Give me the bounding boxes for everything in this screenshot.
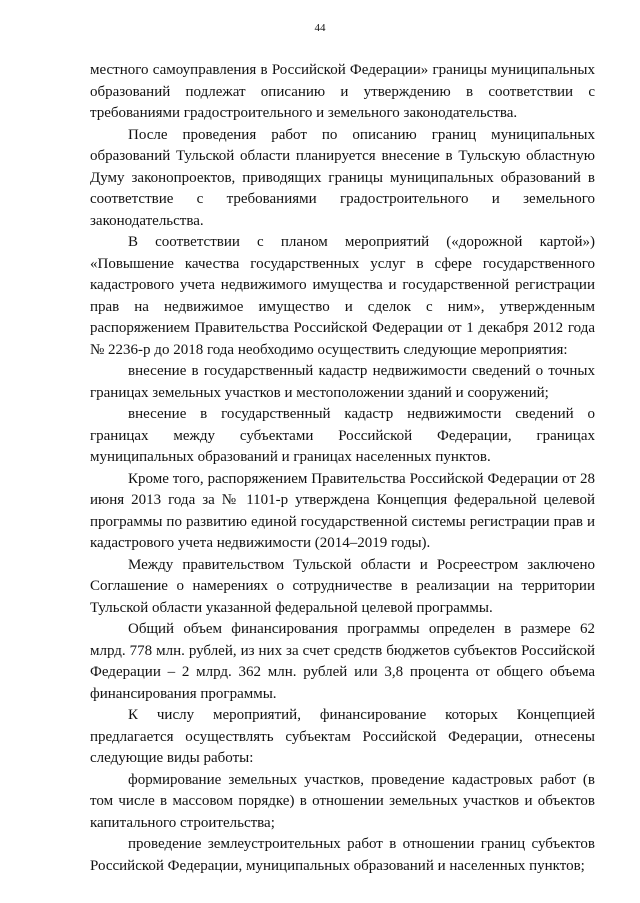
document-body <box>90 60 595 877</box>
paragraph: проведение землеустроительных работ в отношении границ субъектов Российской Федерации, муниципальных образований и населенных пунктов; <box>90 836 595 874</box>
paragraph: Общий объем финансирования программы определен в размере 62 млрд. 778 млн. рублей, из них за счет средств бюджетов субъектов Российской Федерации – 2 млрд. 362 млн. рублей или 3,8 процента от общего объема финансирования программы. <box>90 621 595 702</box>
paragraph: К числу мероприятий, финансирование которых Концепцией предлагается осуществлять субъектам Российской Федерации, отнесены следующие виды работы: <box>90 707 595 766</box>
page-number: 44 <box>314 22 326 34</box>
paragraph: Между правительством Тульской области и Росреестром заключено Соглашение о намерениях о сотрудничестве в реализации на территории Тульской области указанной федеральной целевой программы. <box>90 556 595 616</box>
paragraph: внесение в государственный кадастр недвижимости сведений о границах между субъектами Российской Федерации, границах муниципальных образований и границах населенных пунктов. <box>90 406 595 465</box>
paragraph: В соответствии с планом мероприятий («дорожной картой») «Повышение качества государственных услуг в сфере государственного кадастрового учета недвижимого имущества и государственной регистрации прав на недвижимое имущество и сделок с ним», утвержденным распоряжением Правительства Российской Федерации от 1 декабря 2012 года № 2236-р до 2018 года необходимо осуществить следующие мероприятия: <box>90 234 595 358</box>
paragraph: формирование земельных участков, проведение кадастровых работ (в том числе в массовом порядке) в отношении земельных участков и объектов капитального строительства; <box>90 771 595 831</box>
paragraph: местного самоуправления в Российской Федерации» границы муниципальных образований подлежат описанию и утверждению в соответствии с требованиями градостроительного и земельного законодательства. <box>90 62 595 121</box>
paragraph: Кроме того, распоряжением Правительства Российской Федерации от 28 июня 2013 года за № 1101-р утверждена Концепция федеральной целевой программы по развитию единой государственной системы регистрации прав и кадастрового учета недвижимости (2014–2019 годы). <box>90 470 595 551</box>
paragraph: После проведения работ по описанию границ муниципальных образований Тульской области планируется внесение в Тульскую областную Думу законопроектов, приводящих границы муниципальных образований в соответствие с требованиями градостроительного и земельного законодательства. <box>90 126 595 229</box>
paragraph: внесение в государственный кадастр недвижимости сведений о точных границах земельных участков и местоположении зданий и сооружений; <box>90 363 595 401</box>
